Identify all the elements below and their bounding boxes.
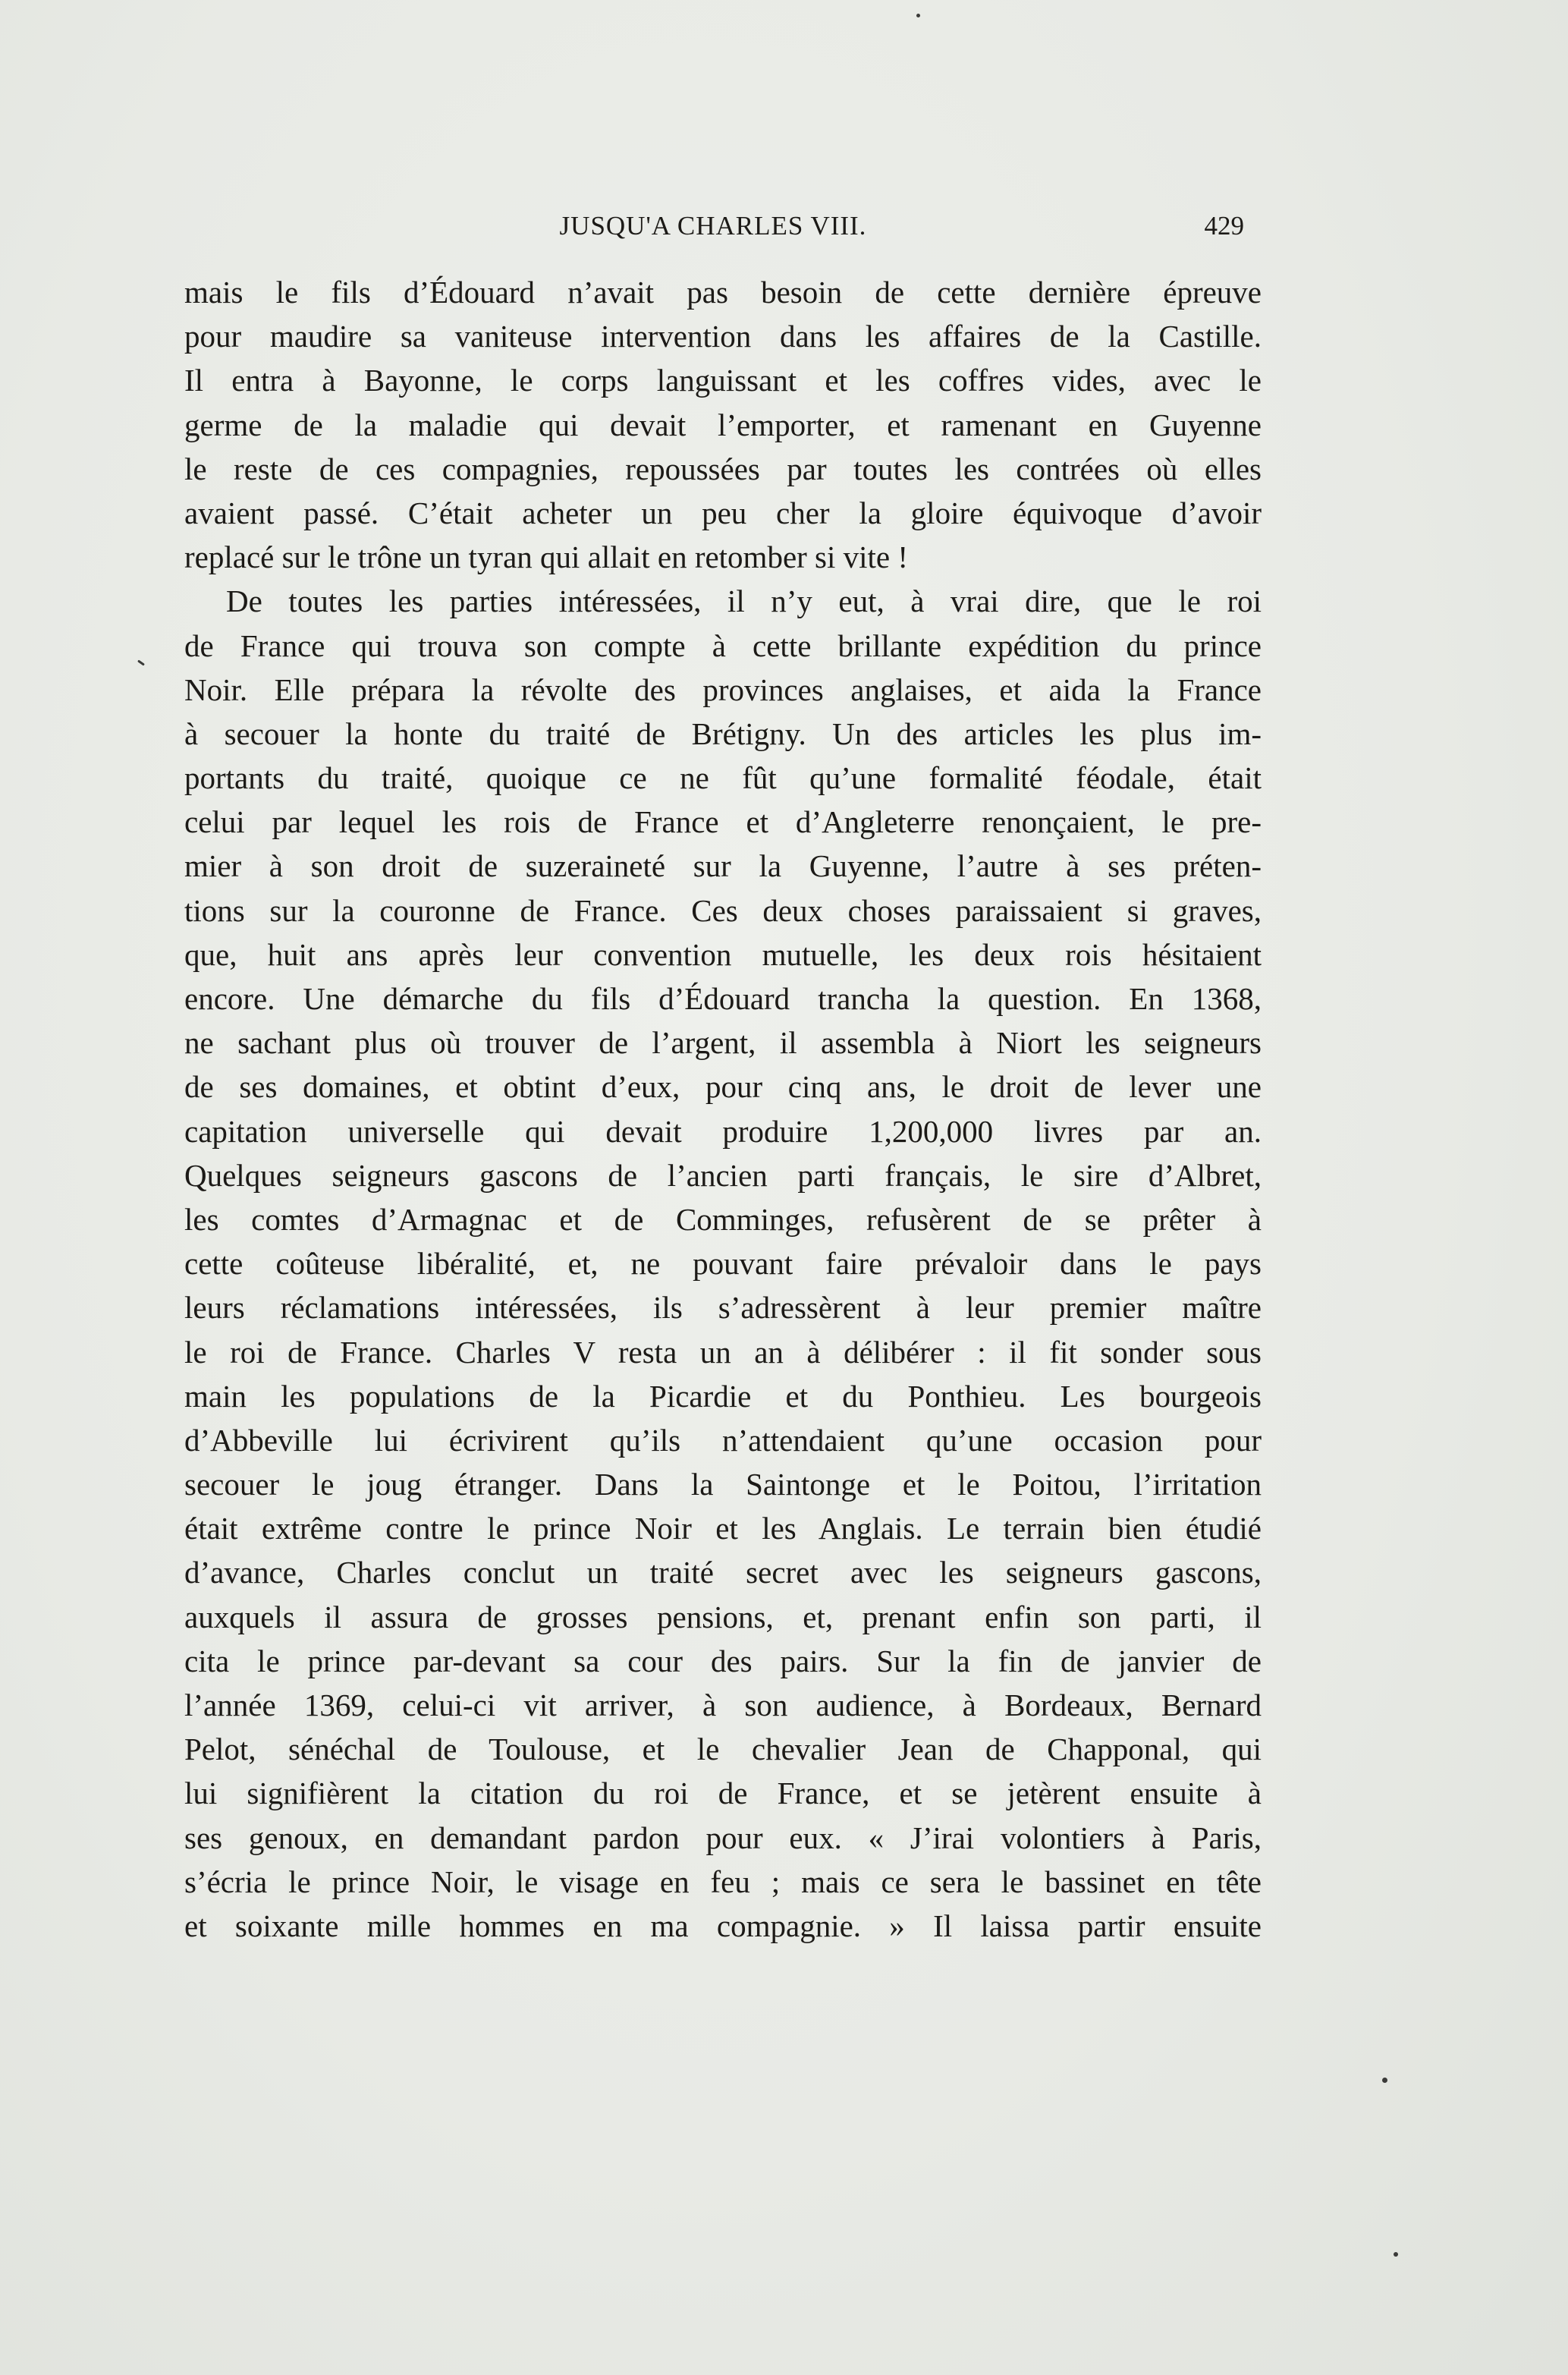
text-line <box>184 1948 1262 1992</box>
text-line: de France qui trouva son compte à cette brillante expédition du prince <box>184 628 1262 663</box>
text-line: les comtes d’Armagnac et de Comminges, refusèrent de se prêter à <box>184 1201 1262 1237</box>
text-line: Pelot, sénéchal de Toulouse, et le chevalier Jean de Chapponal, qui <box>184 1732 1262 1767</box>
text-line: Quelques seigneurs gascons de l’ancien parti français, le sire d’Albret, <box>184 1157 1262 1193</box>
paper-speck <box>1382 2078 1387 2083</box>
text-line: était extrême contre le prince Noir et les Anglais. Le terrain bien étudié <box>184 1511 1262 1546</box>
text-line: le roi de France. Charles V resta un an à délibérer : il fit sonder sous <box>184 1334 1262 1370</box>
text-line <box>184 2037 1262 2081</box>
paragraph <box>184 270 1262 579</box>
text-line: s’écria le prince Noir, le visage en feu ; mais ce sera le bassinet en tête <box>184 1864 1262 1899</box>
text-line: lui signifièrent la citation du roi de France, et se jetèrent ensuite à <box>184 1776 1262 1811</box>
text-line <box>184 1992 1262 2036</box>
running-title: JUSQU'A CHARLES VIII. <box>559 211 867 241</box>
text-line: le reste de ces compagnies, repoussées par toutes les contrées où elles <box>184 451 1262 486</box>
text-line: cette coûteuse libéralité, et, ne pouvant faire prévaloir dans le pays <box>184 1246 1262 1282</box>
text-line: d’Abbeville lui écrivirent qu’ils n’attendaient qu’une occasion pour <box>184 1422 1262 1458</box>
text-line: germe de la maladie qui devait l’emporter, et ramenant en Guyenne <box>184 407 1262 442</box>
text-line: capitation universelle qui devait produire 1,200,000 livres par an. <box>184 1113 1262 1149</box>
text-line: tions sur la couronne de France. Ces deux choses paraissaient si graves, <box>184 892 1262 928</box>
text-line: et soixante mille hommes en ma compagnie. » Il laissa partir ensuite <box>184 1908 1262 1943</box>
text-line: cita le prince par-devant sa cour des pairs. Sur la fin de janvier de <box>184 1643 1262 1678</box>
paper-speck <box>1394 2252 1398 2257</box>
text-line: leurs réclamations intéressées, ils s’adressèrent à leur premier maître <box>184 1290 1262 1326</box>
text-line: ne sachant plus où trouver de l’argent, il assembla à Niort les seigneurs <box>184 1025 1262 1061</box>
text-line: main les populations de la Picardie et du Ponthieu. Les bourgeois <box>184 1378 1262 1414</box>
paragraph <box>184 579 1262 2169</box>
text-line: que, huit ans après leur convention mutuelle, les deux rois hésitaient <box>184 936 1262 972</box>
text-line: de ses domaines, et obtint d’eux, pour cinq ans, le droit de lever une <box>184 1069 1262 1105</box>
text-line: Il entra à Bayonne, le corps languissant et les coffres vides, avec le <box>184 363 1262 398</box>
body-text <box>184 270 1262 2169</box>
text-line: pour maudire sa vaniteuse intervention dans les affaires de la Castille. <box>184 319 1262 354</box>
text-line: ses genoux, en demandant pardon pour eux. « J’irai volontiers à Paris, <box>184 1820 1262 1855</box>
text-line: celui par lequel les rois de France et d’Angleterre renonçaient, le pre- <box>184 804 1262 840</box>
paper-speck <box>137 659 145 665</box>
text-line: replacé sur le trône un tyran qui allait en retomber si vite ! <box>184 539 909 575</box>
text-line <box>184 2125 1262 2169</box>
text-line: secouer le joug étranger. Dans la Saintonge et le Poitou, l’irritation <box>184 1467 1262 1502</box>
text-line: encore. Une démarche du fils d’Édouard trancha la question. En 1368, <box>184 981 1262 1016</box>
text-line: Noir. Elle prépara la révolte des provinces anglaises, et aida la France <box>184 672 1262 707</box>
text-line: à secouer la honte du traité de Brétigny. Un des articles les plus im- <box>184 716 1262 751</box>
paper-speck <box>916 14 920 17</box>
page-number: 429 <box>1204 211 1244 241</box>
text-line: l’année 1369, celui-ci vit arriver, à son audience, à Bordeaux, Bernard <box>184 1688 1262 1722</box>
text-line <box>184 2081 1262 2125</box>
text-line: De toutes les parties intéressées, il n’y eut, à vrai dire, que le roi <box>226 584 1262 619</box>
text-line: avaient passé. C’était acheter un peu cher la gloire équivoque d’avoir <box>184 495 1262 530</box>
text-line: auxquels il assura de grosses pensions, et, prenant enfin son parti, il <box>184 1599 1262 1634</box>
text-line: d’avance, Charles conclut un traité secret avec les seigneurs gascons, <box>184 1555 1262 1590</box>
running-head <box>182 211 1244 249</box>
text-line: mais le fils d’Édouard n’avait pas besoin de cette dernière épreuve <box>184 275 1262 310</box>
text-line: portants du traité, quoique ce ne fût qu’une formalité féodale, était <box>184 760 1262 796</box>
text-line: mier à son droit de suzeraineté sur la Guyenne, l’autre à ses préten- <box>184 848 1262 884</box>
